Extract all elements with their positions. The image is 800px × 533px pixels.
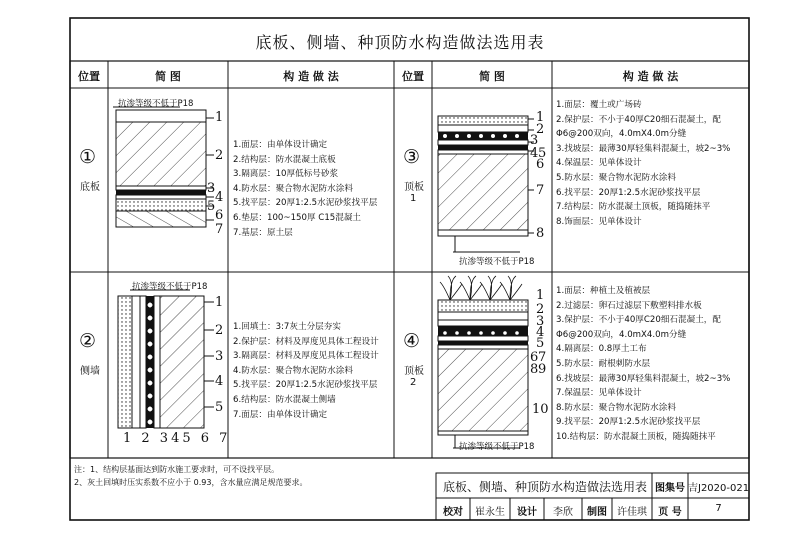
page-label: 页 号 bbox=[658, 507, 682, 518]
layer-number: 4 bbox=[215, 190, 224, 205]
method-line: 3.保护层：不小于40厚C20细石混凝土，配 bbox=[556, 315, 721, 326]
layer-number: 3 bbox=[536, 314, 545, 329]
diagram-caption: 抗渗等级不低于P18 bbox=[459, 257, 535, 267]
circle-number: ① bbox=[79, 146, 97, 168]
diagram-caption: 抗渗等级不低于P18 bbox=[132, 282, 208, 292]
layer-number: 1 bbox=[215, 295, 224, 310]
title-block-name: 底板、侧墙、种顶防水构造做法选用表 bbox=[442, 480, 647, 494]
layer-number: 5 bbox=[536, 336, 545, 351]
method-list-1 bbox=[233, 138, 377, 240]
diagram-base-slab bbox=[113, 107, 214, 227]
method-line: 1.面层：由单体设计确定 bbox=[233, 140, 328, 150]
method-list-2 bbox=[233, 320, 379, 422]
page-title: 底板、侧墙、种顶防水构造做法选用表 bbox=[255, 33, 545, 52]
layer-number: 8 bbox=[536, 226, 545, 241]
position-sub: 1 bbox=[410, 193, 417, 204]
method-line: 5.找平层：20厚1:2.5水泥砂浆找平层 bbox=[233, 380, 378, 391]
layer-number: 6 bbox=[215, 208, 224, 223]
method-line: 9.找平层：20厚1:2.5水泥砂浆找平层 bbox=[556, 417, 701, 428]
check-label: 校对 bbox=[443, 507, 463, 518]
diagram-side-wall bbox=[118, 290, 214, 428]
method-line: 2.过滤层：卵石过滤层下敷塑料排水板 bbox=[556, 300, 702, 311]
layer-number: 3 bbox=[215, 349, 224, 364]
layer-number: 1 bbox=[536, 110, 545, 125]
method-line: 6.垫层：100~150厚 C15混凝土 bbox=[233, 212, 362, 223]
header-diagram: 简 图 bbox=[155, 70, 181, 83]
method-line: 4.保温层：见单体设计 bbox=[556, 158, 642, 169]
method-line: 8.防水层：聚合物水泥防水涂料 bbox=[556, 402, 676, 413]
header-diagram-2: 简 图 bbox=[479, 70, 505, 83]
method-line: Φ6@200双向，4.0mX4.0m分缝 bbox=[556, 129, 687, 140]
header-position: 位置 bbox=[78, 70, 100, 83]
layer-number: 5 bbox=[538, 146, 547, 161]
method-line: 4.隔离层：0.8厚土工布 bbox=[556, 344, 647, 355]
position-label: 顶板 bbox=[404, 366, 424, 377]
page-number: 7 bbox=[715, 503, 722, 514]
layer-number: 9 bbox=[538, 362, 547, 377]
method-line: 4.防水层：聚合物水泥防水涂料 bbox=[233, 183, 353, 194]
method-line: 3.隔离层：10厚低标号砂浆 bbox=[233, 169, 339, 180]
layer-number: 1 bbox=[215, 110, 224, 125]
atlas-label: 图集号 bbox=[655, 483, 685, 494]
method-line: 8.饰面层：见单体设计 bbox=[556, 216, 642, 227]
method-line: 3.隔离层：材料及厚度见具体工程设计 bbox=[233, 351, 379, 362]
layer-number: 8 bbox=[530, 362, 539, 377]
method-line: 7.保温层：见单体设计 bbox=[556, 388, 642, 399]
layer-number: 7 bbox=[215, 222, 224, 237]
header-method: 构 造 做 法 bbox=[283, 70, 339, 83]
method-line: 6.找坡层：最薄30厚轻集料混凝土，坡2~3% bbox=[556, 373, 731, 384]
circle-number: ② bbox=[79, 330, 97, 352]
note-line: 2、灰土回填时压实系数不应小于 0.93，含水量应满足规范要求。 bbox=[74, 478, 308, 487]
method-line: 1.回填土：3:7灰土分层夯实 bbox=[233, 322, 341, 332]
method-line: 4.防水层：聚合物水泥防水涂料 bbox=[233, 365, 353, 376]
method-line: 10.结构层：防水混凝土顶板，随捣随抹平 bbox=[556, 431, 716, 442]
method-line: 2.保护层：不小于40厚C20细石混凝土，配 bbox=[556, 114, 721, 125]
header-position-2: 位置 bbox=[402, 70, 424, 83]
diagram-caption: 抗渗等级不低于P18 bbox=[459, 442, 535, 452]
layer-number: 2 bbox=[215, 323, 224, 338]
method-line: 5.找平层：20厚1:2.5水泥砂浆找平层 bbox=[233, 198, 378, 209]
layer-number: 7 bbox=[538, 350, 547, 365]
method-list-3 bbox=[556, 98, 730, 229]
checker-name: 崔永生 bbox=[475, 507, 505, 518]
method-line: 7.结构层：防水混凝土顶板，随捣随抹平 bbox=[556, 202, 711, 213]
layer-number: 3 bbox=[207, 181, 216, 196]
method-line: 7.基层：原土层 bbox=[233, 227, 293, 238]
design-label: 设计 bbox=[517, 507, 537, 518]
position-label: 底板 bbox=[80, 182, 100, 193]
layer-number: 3 bbox=[530, 133, 539, 148]
layer-number: 4 bbox=[530, 146, 539, 161]
layer-number: 6 bbox=[536, 157, 545, 172]
method-list-4 bbox=[556, 284, 730, 445]
header-method-2: 构 造 做 法 bbox=[622, 70, 679, 83]
layer-number: 1 bbox=[536, 288, 545, 303]
position-label: 侧墙 bbox=[80, 366, 100, 377]
layer-number: 6 bbox=[530, 350, 539, 365]
layer-number: 5 bbox=[215, 400, 224, 415]
method-line: 7.面层：由单体设计确定 bbox=[233, 409, 328, 420]
layer-number: 5 bbox=[207, 199, 216, 214]
notes bbox=[74, 463, 307, 489]
circle-number: ④ bbox=[403, 330, 421, 352]
method-line: Φ6@200双向，4.0mX4.0m分缝 bbox=[556, 329, 687, 340]
position-sub: 2 bbox=[410, 377, 417, 388]
layer-number: 2 bbox=[215, 148, 224, 163]
method-line: 3.找坡层：最薄30厚轻集料混凝土，坡2~3% bbox=[556, 143, 731, 154]
layer-number: 4 bbox=[215, 374, 224, 389]
draw-label: 制图 bbox=[587, 507, 607, 518]
method-line: 1.面层：覆土或广场砖 bbox=[556, 100, 642, 110]
circle-number: ③ bbox=[403, 146, 421, 168]
method-line: 2.结构层：防水混凝土底板 bbox=[233, 154, 336, 165]
layer-number: 4 bbox=[536, 325, 545, 340]
method-line: 6.结构层：防水混凝土侧墙 bbox=[233, 394, 336, 405]
layer-number: 2 bbox=[536, 122, 545, 137]
method-line: 5.防水层：耐根刺防水层 bbox=[556, 358, 651, 369]
layer-number: 10 bbox=[532, 402, 549, 417]
diagram-roof-slab-2 bbox=[438, 276, 528, 448]
position-label: 顶板 bbox=[404, 182, 424, 193]
method-line: 5.防水层：聚合物水泥防水涂料 bbox=[556, 172, 676, 183]
method-line: 2.保护层：材料及厚度见具体工程设计 bbox=[233, 336, 379, 347]
method-line: 6.找平层：20厚1:2.5水泥砂浆找平层 bbox=[556, 187, 701, 198]
designer-name: 李欣 bbox=[553, 507, 573, 518]
diagram-caption: 抗渗等级不低于P18 bbox=[118, 99, 194, 109]
atlas-number: 吉J2020-021 bbox=[688, 483, 750, 494]
layer-number: 2 bbox=[536, 302, 545, 317]
layer-number: 7 bbox=[536, 183, 545, 198]
note-line: 注：1、结构层基面达到防水施工要求时，可不设找平层。 bbox=[74, 465, 280, 474]
drawer-name: 许佳琪 bbox=[617, 507, 647, 518]
bottom-layer-numbers: 1 2 345 6 7 bbox=[123, 431, 231, 446]
method-line: 1.面层：种植土及植被层 bbox=[556, 286, 651, 296]
diagram-roof-slab-1 bbox=[438, 116, 534, 252]
